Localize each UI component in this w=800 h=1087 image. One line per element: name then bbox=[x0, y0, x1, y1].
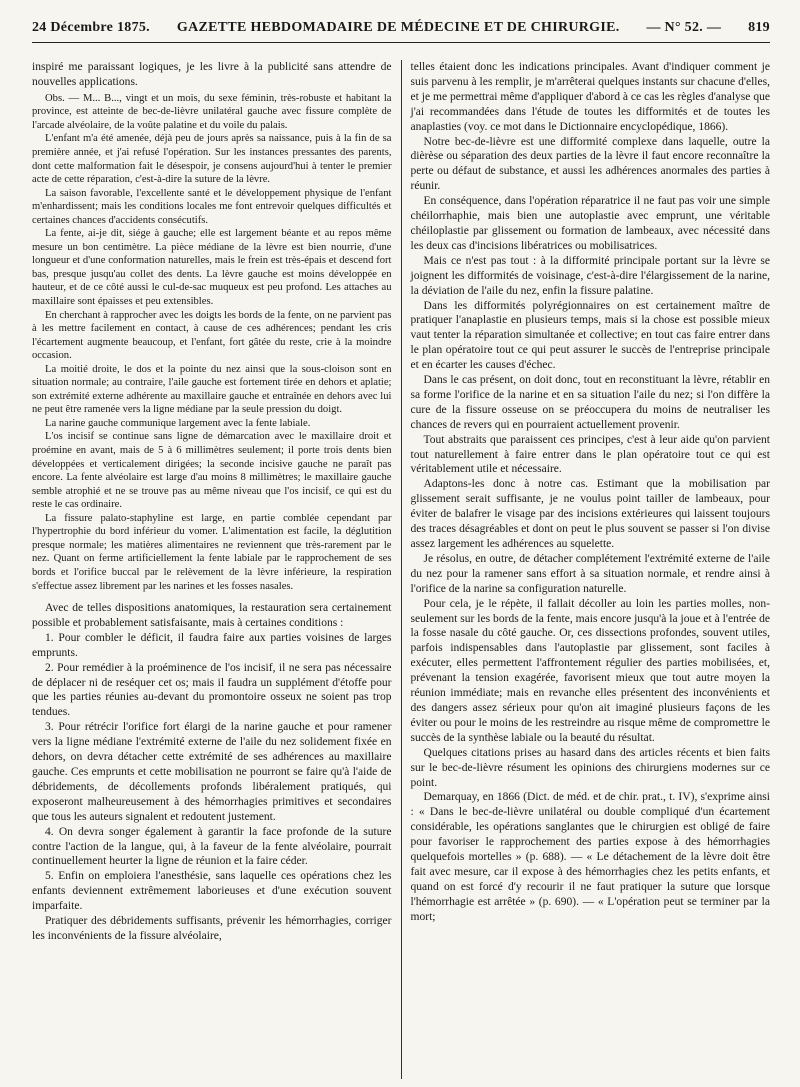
paragraph: Dans les difformités polyrégionnaires on est certainement maître de pratiquer l'anaplastie en plusieurs temps, mais si la chose est possible mieux vaut tenter la réparation simultanée et collective; en tout cas faire entrer dans le plan opératoire tout ce qui peut assurer le succès de l'entreprise principale et en écarter les causes d'échec. bbox=[410, 299, 770, 372]
observation-paragraph: La fente, ai-je dit, siége à gauche; elle est largement béante et au repos même mesure un bon centimètre. La pièce médiane de la lèvre est bien nourrie, d'une longueur et d'une conformation naturelles, mais le frein est très-épais et descend fort bas, presque jusqu'au collet des dents. La lèvre gauche est moins développée en hauteur, et de ce côté aussi le cul-de-sac muqueux est peu profond. Les attaches au maxillaire sont épaisses et peu extensibles. bbox=[32, 228, 392, 308]
observation-paragraph: La narine gauche communique largement avec la fente labiale. bbox=[45, 417, 311, 429]
observation-paragraph: L'os incisif se continue sans ligne de démarcation avec le maxillaire droit et proémine en avant, mais de 5 à 6 millimètres seulement; il porte trois dents bien développées et verticalement dirigées; la seconde incisive gauche ne paraît pas encore. La fente alvéolaire est large d'au moins 8 millimètres; le maxillaire gauche semble atrophié et ne se trouve pas au même niveau que l'os incisif, ce qui est du reste le cas ordinaire. bbox=[32, 431, 392, 511]
paragraph: Avec de telles dispositions anatomiques, la restauration sera certainement possible et probablement satisfaisante, mais à certaines conditions : bbox=[32, 602, 392, 629]
header-issue: — N° 52. — bbox=[646, 20, 722, 35]
paragraph: Je résolus, en outre, de détacher complétement l'extrémité externe de l'aile du nez pour la ramener sans effort à sa situation normale, et rendre ainsi à l'orifice de la narine sa configuration naturelle. bbox=[410, 552, 770, 595]
observation-paragraph: La saison favorable, l'excellente santé et le développement physique de l'enfant m'enhardissent; mais les conditions locales me font entrevoir quelques difficultés et certaines chances d'accidents consécutifs. bbox=[32, 187, 392, 226]
condition-item: 4. On devra songer également à garantir la face profonde de la suture contre l'action de la langue, qui, à la faveur de la fente alvéolaire, pourrait continuellement heurter la ligne de réunion et la faire céder. bbox=[32, 825, 392, 868]
paragraph: Adaptons-les donc à notre cas. Estimant que la mobilisation par glissement serait suffisante, je ne voulus point tailler de lambeaux, pour éviter de balafrer le visage par des incisions extérieures qui laissent toujours des traces désagréables et dont on peut le plus souvent se passer si l'on divise assez largement les adhérences au squelette. bbox=[410, 478, 770, 550]
observation-paragraph: L'enfant m'a été amenée, déjà peu de jours après sa naissance, puis à la fin de sa première année, et j'ai refusé l'opération. Sur les instances pressantes des parents, dont cette malformation fait le désespoir, je consens aujourd'hui à tenter le premier acte de cette réparation, c'est-à-dire la suture de la lèvre. bbox=[32, 133, 392, 186]
paragraph: Dans le cas présent, on doit donc, tout en reconstituant la lèvre, rétablir en sa forme l'orifice de la narine et en sa situation l'aile du nez; si l'on diffère la cure de la fissure osseuse on se préoccupera du moins de neutraliser les chances de revers qui en pourraient actuellement provenir. bbox=[410, 374, 770, 431]
header-page-number: 819 bbox=[748, 20, 770, 35]
observation-paragraph: La moitié droite, le dos et la pointe du nez ainsi que la sous-cloison sont en situation normale; au contraire, l'aile gauche est fortement tirée en dehors et aplatie; son extrémité externe adhérente au maxillaire gauche et entraînée en dehors avec lui ne peut être ramenée vers la ligne médiane par la seule pression du doigt. bbox=[32, 363, 392, 416]
header-rule bbox=[32, 42, 770, 43]
condition-item: 1. Pour combler le déficit, il faudra faire aux parties voisines de larges emprunts. bbox=[32, 631, 392, 659]
condition-item: 3. Pour rétrécir l'orifice fort élargi de la narine gauche et pour ramener vers la ligne médiane l'extrémité externe de l'aile du nez solidement fixée en dehors, on devra détacher cette extrémité de ses adhérences au maxillaire gauche. Ces emprunts et cette mobilisation ne pourront se faire qu'à l'aide de débridements, de décollements profonds libéralement pratiqués, qui exposeront malheureusement à des hémorrhagies primitives et secondaires que tous les auteurs signalent et redoutent justement. bbox=[32, 721, 392, 823]
header-date: 24 Décembre 1875. bbox=[32, 20, 150, 35]
paragraph: En conséquence, dans l'opération réparatrice il ne faut pas voir une simple chéilorrhaphie, mais bien une autoplastie avec emprunt, une véritable chéiloplastie par glissement ou formation de lambeaux, avec nécessité dans les deux cas d'incisions libératrices ou mobilisatrices. bbox=[410, 195, 770, 252]
paragraph: inspiré me paraissant logiques, je les livre à la publicité sans attendre de nouvelles applications. bbox=[32, 61, 392, 88]
observation-paragraph: La fissure palato-staphyline est large, en partie comblée cependant par l'hypertrophie du bord inférieur du vomer. L'alimentation est facile, la déglutition presque normale; les matières alimentaires ne reviennent que très-rarement par le nez. Quant on ferme artificiellement la fente labiale par le rapprochement de ses bords et l'orifice buccal par le relèvement de la lèvre inférieure, la respiration s'effectue assez librement par les narines et les fosses nasales. bbox=[32, 512, 392, 592]
paragraph: Quelques citations prises au hasard dans des articles récents et bien faits sur le bec-de-lièvre résument les opinions des chirurgiens modernes sur ce point. bbox=[410, 746, 770, 789]
paragraph: Demarquay, en 1866 (Dict. de méd. et de chir. prat., t. IV), s'exprime ainsi : « Dans le bec-de-lièvre unilatéral ou double compliqué d'un écartement considérable, les opérations sanglantes que le chirurgien est obligé de faire pour favoriser le rapprochement des parties expose à des hémorrhagies quelquefois mortelles » (p. 688). — « Le détachement de la lèvre doit être fait avec mesure, car il expose à des hémorrhagies chez les petits enfants, et quand on est forcé d'y recourir il ne faut pratiquer la suture que lorsque l'hémorrhagie est arrêtée » (p. 690). — « L'opération peut se terminer par la mort; bbox=[410, 791, 770, 923]
condition-item: 2. Pour remédier à la proéminence de l'os incisif, il ne sera pas nécessaire de déplacer ni de reséquer cet os; mais il faudra un supplément d'étoffe pour que les parties réunies au-devant du promontoire osseux ne soient pas trop tendues. bbox=[32, 661, 392, 719]
condition-item: 5. Enfin on emploiera l'anesthésie, sans laquelle ces opérations chez les enfants deviennent extrêmement laborieuses et d'une exécution souvent imparfaite. bbox=[32, 870, 392, 913]
right-column bbox=[402, 60, 771, 1079]
left-column bbox=[32, 60, 401, 1079]
paragraph: Pratiquer des débridements suffisants, prévenir les hémorrhagies, corriger les inconvénients de la fissure alvéolaire, bbox=[32, 915, 392, 942]
paragraph: Tout abstraits que paraissent ces principes, c'est à leur aide qu'on parvient tout naturellement à faire entrer dans le plan opératoire tout ce qui est véritablement utile et nécessaire. bbox=[410, 433, 770, 476]
running-header bbox=[32, 0, 770, 34]
paragraph: Mais ce n'est pas tout : à la difformité principale portant sur la lèvre se joignent les difformités de voisinage, c'est-à-dire l'élargissement de la narine, la déviation de l'aile du nez, enfin la fissure palatine. bbox=[410, 254, 770, 297]
observation-paragraph: Obs. — M... B..., vingt et un mois, du sexe féminin, très-robuste et habitant la province, est atteinte de bec-de-lièvre unilatéral gauche avec fissure complète de l'arcade alvéolaire, de la voûte palatine et du voile du palais. bbox=[32, 92, 392, 131]
paragraph: telles étaient donc les indications principales. Avant d'indiquer comment je suis parvenu à les remplir, je m'arrêterai quelques instants sur chacune d'elles, et je me permettrai même d'appliquer d'abord à ce cas les règles d'analyse que j'ai recommandées dans l'étude de toutes les difformités et de toutes les anaplasties (voy. ce mot dans le Dictionnaire encyclopédique, 1866). bbox=[410, 61, 770, 133]
paragraph: Pour cela, je le répète, il fallait décoller au loin les parties molles, non-seulement sur les bords de la fente, mais encore jusqu'à la joue et à l'entrée de la fosse nasale du côté gauche. Or, ces dissections profondes, souvent utiles, parfois indispensables dans l'autoplastie par glissement, sont faciles à exécuter, elles permettent l'affrontement régulier des parties mobilisées, et, prévenant la tension exagérée, favorisent mieux que tout autre moyen la réunion immédiate; mais en revanche elles présentent des inconvénients et des dangers assez sérieux pour qu'on ait imaginé plusieurs façons de les éviter ou pour le moins de les restreindre au risque même de compromettre le succès de la synthèse labiale ou la beauté du résultat. bbox=[410, 597, 770, 744]
observation-paragraph: En cherchant à rapprocher avec les doigts les bords de la fente, on ne parvient pas à les mettre facilement en contact, à cause de ces adhérences; pendant les cris l'écartement augmente beaucoup, et l'enfant, fort gâtée du reste, crie à la moindre occasion. bbox=[32, 309, 392, 362]
text-columns bbox=[32, 60, 770, 1079]
paragraph: Notre bec-de-lièvre est une difformité complexe dans laquelle, outre la dièrèse ou séparation des deux parties de la lèvre il faut encore reconnaître la perte ou défaut de substance, et aussi les adhérences anormales des parties à réunir. bbox=[410, 135, 770, 193]
header-title: GAZETTE HEBDOMADAIRE DE MÉDECINE ET DE CHIRURGIE. bbox=[176, 20, 620, 35]
